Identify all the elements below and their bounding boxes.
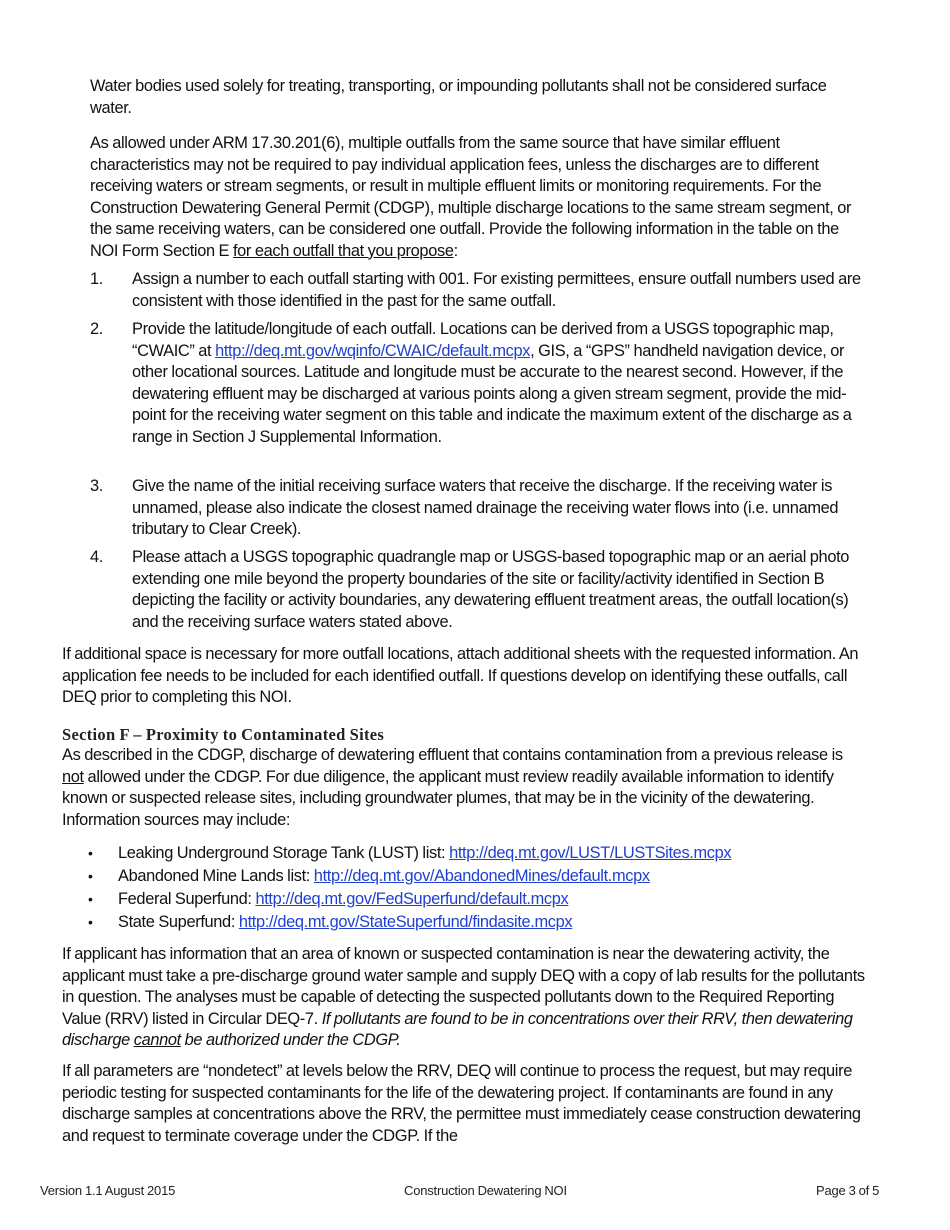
paragraph-section-f-intro <box>62 745 867 831</box>
bullet-label: Abandoned Mine Lands list: <box>118 867 314 885</box>
paragraph-nondetect: If all parameters are “nondetect” at levels below the RRV, DEQ will continue to process the request, but may require periodic testing for suspected contaminants for the life of the dewatering project. If contaminants are found in any discharge samples at concentrations above the RRV, the permittee must immediately cease construction dewatering and request to terminate coverage under the CDGP. If the <box>62 1062 861 1145</box>
fed-superfund-link[interactable]: http://deq.mt.gov/FedSuperfund/default.mcpx <box>255 890 569 908</box>
contamination-italic-end: be authorized under the CDGP. <box>180 1031 401 1049</box>
paragraph-outfalls <box>90 133 865 262</box>
list-number: 3. <box>90 477 103 495</box>
list-item-text <box>132 319 872 448</box>
bullet-text <box>118 843 731 865</box>
paragraph-contamination <box>62 944 867 1052</box>
bullet-icon: • <box>88 914 93 930</box>
list-item-text-after: , GIS, a “GPS” handheld navigation device, or other locational sources. Latitude and longitude must be accurate to the nearest second. However, if the dewatering effluent may be discharged at various points along a given stream segment, provide the mid-point for the receiving water segment on this table and indicate the maximum extent of the discharge as a range in Section J Supplemental Information. <box>132 341 852 446</box>
bullet-icon: • <box>88 868 93 884</box>
bullet-label: Federal Superfund: <box>118 890 256 908</box>
bullet-label: State Superfund: <box>118 913 239 931</box>
bullet-text <box>118 912 572 934</box>
footer-version: Version 1.1 August 2015 <box>40 1183 176 1198</box>
list-item-text: Please attach a USGS topographic quadrangle map or USGS-based topographic map or an aerial photo extending one mile beyond the property boundaries of the site or facility/activity identified in Section B depicting the facility or activity boundaries, any dewatering effluent treatment areas, the outfall location(s) and the receiving surface waters stated above. <box>132 548 850 631</box>
state-superfund-link[interactable]: http://deq.mt.gov/StateSuperfund/findasite.mcpx <box>238 913 573 931</box>
contamination-text: If applicant has information that an area of known or suspected contamination is near the dewatering activity, the applicant must take a pre-discharge ground water sample and supply DEQ with a copy of lab results for the pollutants in question. The analyses must be capable of detecting the suspected pollutants down to the Required Reporting Value (RRV) listed in Circular DEQ-7. <box>62 945 865 1028</box>
underlined-not: not <box>62 767 84 786</box>
bullet-icon: • <box>88 845 93 861</box>
bullet-text <box>118 889 568 911</box>
bullet-icon: • <box>88 891 93 907</box>
list-number: 1. <box>90 270 103 288</box>
list-number: 4. <box>90 548 103 566</box>
underlined-cannot: cannot <box>133 1031 181 1049</box>
paragraph-additional-space: If additional space is necessary for more outfall locations, attach additional sheets with the requested information. An application fee needs to be included for each identified outfall. If questions develop on identifying these outfalls, call DEQ prior to completing this NOI. <box>62 645 859 706</box>
underlined-phrase: for each outfall that you propose <box>232 241 454 260</box>
paragraph-surface-water: Water bodies used solely for treating, transporting, or impounding pollutants shall not be considered surface water. <box>90 77 827 117</box>
bullet-label: Leaking Underground Storage Tank (LUST) list: <box>118 844 450 862</box>
contamination-italic: If pollutants are found to be in concentrations over their RRV, then dewatering discharge <box>62 1009 853 1049</box>
cwaic-link[interactable]: http://deq.mt.gov/wqinfo/CWAIC/default.mcpx <box>215 341 531 360</box>
list-item-text: Assign a number to each outfall starting with 001. For existing permittees, ensure outfall numbers used are consistent with those identified in the past for the same outfall. <box>132 270 861 310</box>
list-item-text-before: Provide the latitude/longitude of each outfall. Locations can be derived from a USGS topographic map, “CWAIC” at <box>132 320 834 360</box>
footer-page-number: Page 3 of 5 <box>816 1183 880 1198</box>
lust-link[interactable]: http://deq.mt.gov/LUST/LUSTSites.mcpx <box>449 844 732 862</box>
paragraph-outfalls-text: As allowed under ARM 17.30.201(6), multiple outfalls from the same source that have similar effluent characteristics may not be required to pay individual application fees, unless the discharges are to different receiving waters or stream segments, or result in multiple effluent limits or monitoring requirements. For the Construction Dewatering General Permit (CDGP), multiple discharge locations to the same stream segment, or the same receiving waters, can be considered one outfall. Provide the following information in the table on the NOI Form Section E <box>90 134 852 260</box>
list-number: 2. <box>90 320 103 338</box>
abandoned-mines-link[interactable]: http://deq.mt.gov/AbandonedMines/default.mcpx <box>313 867 650 885</box>
intro-text-before: As described in the CDGP, discharge of dewatering effluent that contains contamination from a previous release is <box>62 746 843 764</box>
list-item-text: Give the name of the initial receiving surface waters that receive the discharge. If the receiving water is unnamed, please also indicate the closest named drainage the receiving water flows into (i.e. unnamed tributary to Clear Creek). <box>132 477 839 538</box>
footer-title: Construction Dewatering NOI <box>404 1183 567 1198</box>
bullet-text <box>118 866 650 888</box>
section-heading: Section F – Proximity to Contaminated Sites <box>62 725 385 744</box>
paragraph-outfalls-end: : <box>453 241 458 260</box>
intro-text-after: allowed under the CDGP. For due diligence, the applicant must review readily available information to identify known or suspected release sites, including groundwater plumes, that may be in the vicinity of the dewatering. Information sources may include: <box>62 767 834 829</box>
